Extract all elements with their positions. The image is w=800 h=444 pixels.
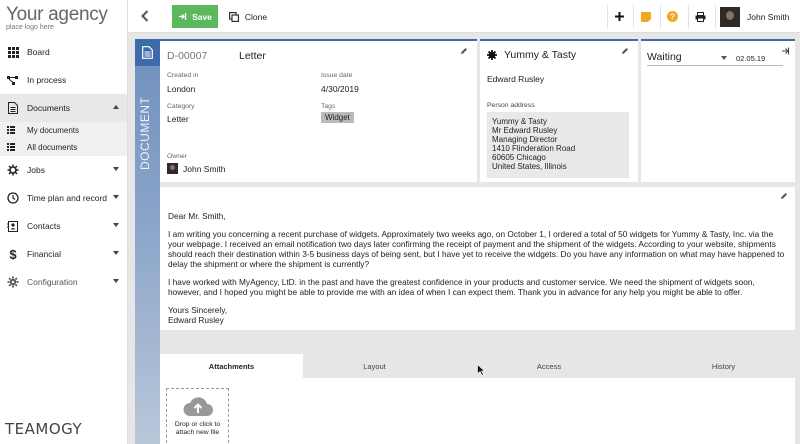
cloud-upload-icon <box>182 395 214 417</box>
tags-label: Tags <box>321 103 336 110</box>
printer-icon <box>695 12 706 22</box>
plus-icon <box>615 12 624 21</box>
edit-icon[interactable] <box>460 47 468 55</box>
user-menu[interactable] <box>715 5 800 28</box>
created-in-value: London <box>167 84 196 94</box>
issue-date-value: 4/30/2019 <box>321 84 359 94</box>
status-panel <box>641 39 795 182</box>
chevron-up-icon <box>113 105 119 109</box>
owner-label: Owner <box>167 153 188 160</box>
sidebar-item-label: In process <box>27 75 67 85</box>
save-button[interactable] <box>172 5 218 28</box>
logo-subtext: place logo here <box>6 24 54 31</box>
sidebar-item-label: Contacts <box>27 221 61 231</box>
save-label: Save <box>192 11 212 22</box>
agency-logo[interactable] <box>0 0 127 38</box>
created-in-label: Created in <box>167 72 199 79</box>
sidebar-item-contacts[interactable] <box>0 212 127 240</box>
document-type-icon <box>135 39 160 66</box>
contacts-icon <box>7 220 19 232</box>
copy-icon <box>229 12 239 22</box>
avatar <box>167 163 178 174</box>
chevron-down-icon <box>113 223 119 227</box>
clone-button[interactable] <box>224 5 272 28</box>
svg-text:?: ? <box>670 12 675 22</box>
user-name: John Smith <box>747 11 790 22</box>
address-line: Managing Director <box>492 135 558 144</box>
sidebar-item-label: Documents <box>27 103 70 113</box>
sidebar-item-label: Configuration <box>27 277 78 287</box>
mouse-cursor-icon <box>477 364 485 376</box>
sidebar-subitem-my-documents[interactable] <box>0 122 127 138</box>
attachments-content <box>160 378 795 444</box>
sidebar-item-label: Time plan and record <box>27 193 108 203</box>
document-number: D-00007 <box>167 50 208 62</box>
avatar <box>720 7 740 27</box>
add-button[interactable] <box>607 5 631 28</box>
document-side-strip <box>135 39 160 444</box>
help-icon <box>667 11 678 22</box>
workflow-icon <box>7 74 19 86</box>
sidebar-item-label: Jobs <box>27 165 45 175</box>
sidebar-item-label: Financial <box>27 249 62 259</box>
sidebar-item-configuration[interactable] <box>0 268 127 296</box>
tab-history[interactable]: History <box>711 361 736 371</box>
document-icon <box>7 102 19 114</box>
tab-attachments[interactable]: Attachments <box>160 354 303 378</box>
chevron-down-icon[interactable] <box>721 56 727 60</box>
tab-access[interactable]: Access <box>536 361 562 371</box>
contact-person[interactable]: Edward Rusley <box>487 74 545 84</box>
sidebar-item-board[interactable] <box>0 38 127 66</box>
brand-logo-text: TEAMOGY <box>5 420 83 438</box>
status-date: 02.05.19 <box>736 54 766 63</box>
list-icon <box>7 143 15 151</box>
letter-greeting: Dear Mr. Smith, <box>168 211 226 221</box>
company-name-row[interactable] <box>487 49 576 61</box>
document-side-label: DOCUMENT <box>138 96 152 171</box>
address-label: Person address <box>487 102 535 109</box>
address-line: 1410 Flinderation Road <box>492 144 576 153</box>
address-line: United States, Illinois <box>492 162 567 171</box>
sidebar-item-in-process[interactable] <box>0 66 127 94</box>
list-icon <box>7 126 15 134</box>
jobs-icon <box>7 164 19 176</box>
clone-label: Clone <box>244 11 268 22</box>
company-badge-icon <box>487 50 497 60</box>
chevron-down-icon <box>113 251 119 255</box>
note-icon <box>641 12 651 22</box>
address-line: Mr Edward Rusley <box>492 126 558 135</box>
logo-text: Your agency <box>6 4 108 25</box>
sidebar-item-financial[interactable] <box>0 240 127 268</box>
document-icon <box>142 46 153 59</box>
top-toolbar <box>128 0 800 33</box>
chevron-down-icon <box>113 167 119 171</box>
sidebar-subitem-all-documents[interactable] <box>0 138 127 156</box>
dollar-icon: $ <box>9 246 17 262</box>
letter-body-panel <box>160 187 795 330</box>
notes-button[interactable] <box>633 5 657 28</box>
help-button[interactable] <box>660 5 684 28</box>
letter-signature: Edward Rusley <box>168 315 224 325</box>
sidebar-nav <box>0 38 127 296</box>
chevron-left-icon <box>141 10 149 22</box>
sidebar-item-label: Board <box>27 47 50 57</box>
tab-layout[interactable]: Layout <box>363 361 386 371</box>
status-underline <box>647 65 783 66</box>
address-box <box>487 112 629 178</box>
letter-paragraph: I have worked with MyAgency, LtD. in the past and have the greatest confidence in your products and customer service. We need the shipment of widgets soon, however, and I hoped you might be able to provide me with an idea of when I can expect them. Thank you in advance for any help you might be able to offer. <box>168 277 755 297</box>
letter-paragraph: I am writing you concerning a recent purchase of widgets. Approximately two weeks ago, on October 1, I ordered a total of 50 widgets for Yummy & Tasty, Inc. via the your webpage. I received an email notification two days later confirming the receipt of payment and the shipment of the widgets. According to your website, shipments should reach their destination within 3-5 business days of being sent, but I have yet to receive the widgets. Do you have any information on what may have happened to delay the shipment or where the shipment is currently? <box>168 229 785 269</box>
gear-icon <box>7 276 19 288</box>
edit-icon[interactable] <box>621 47 629 55</box>
sidebar-subitem-label: My documents <box>27 125 80 135</box>
document-info-panel <box>160 39 477 182</box>
owner-row <box>167 163 226 174</box>
owner-name: John Smith <box>183 163 226 174</box>
print-button[interactable] <box>688 5 712 28</box>
teamogy-logo <box>5 420 82 438</box>
clock-icon <box>7 192 19 204</box>
chevron-down-icon <box>113 195 119 199</box>
sidebar-item-documents[interactable] <box>0 94 127 122</box>
save-icon <box>178 12 187 21</box>
chevron-down-icon <box>113 279 119 283</box>
back-button[interactable] <box>138 8 152 24</box>
letter-closing: Yours Sincerely, <box>168 305 228 315</box>
issue-date-label: Issue date <box>321 72 353 79</box>
contact-panel <box>480 39 638 182</box>
sidebar-subitem-label: All documents <box>27 142 78 152</box>
dropzone-text <box>175 421 220 437</box>
company-name: Yummy & Tasty <box>504 49 577 61</box>
grid-icon <box>7 46 19 58</box>
sidebar-item-time-plan[interactable] <box>0 184 127 212</box>
tag-chip[interactable]: Widget <box>321 112 354 123</box>
file-dropzone[interactable] <box>166 388 229 444</box>
expand-icon[interactable] <box>781 47 789 55</box>
sidebar-item-jobs[interactable] <box>0 156 127 184</box>
dropzone-line: Drop or click to <box>174 421 221 428</box>
sidebar <box>0 0 128 444</box>
dropzone-line: attach new file <box>175 429 220 436</box>
address-line: Yummy & Tasty <box>492 117 547 126</box>
category-label: Category <box>167 103 195 110</box>
category-value: Letter <box>167 114 189 124</box>
address-line: 60605 Chicago <box>492 153 546 162</box>
document-type: Letter <box>239 50 266 62</box>
edit-icon[interactable] <box>780 192 788 200</box>
status-select[interactable]: Waiting <box>647 51 682 63</box>
